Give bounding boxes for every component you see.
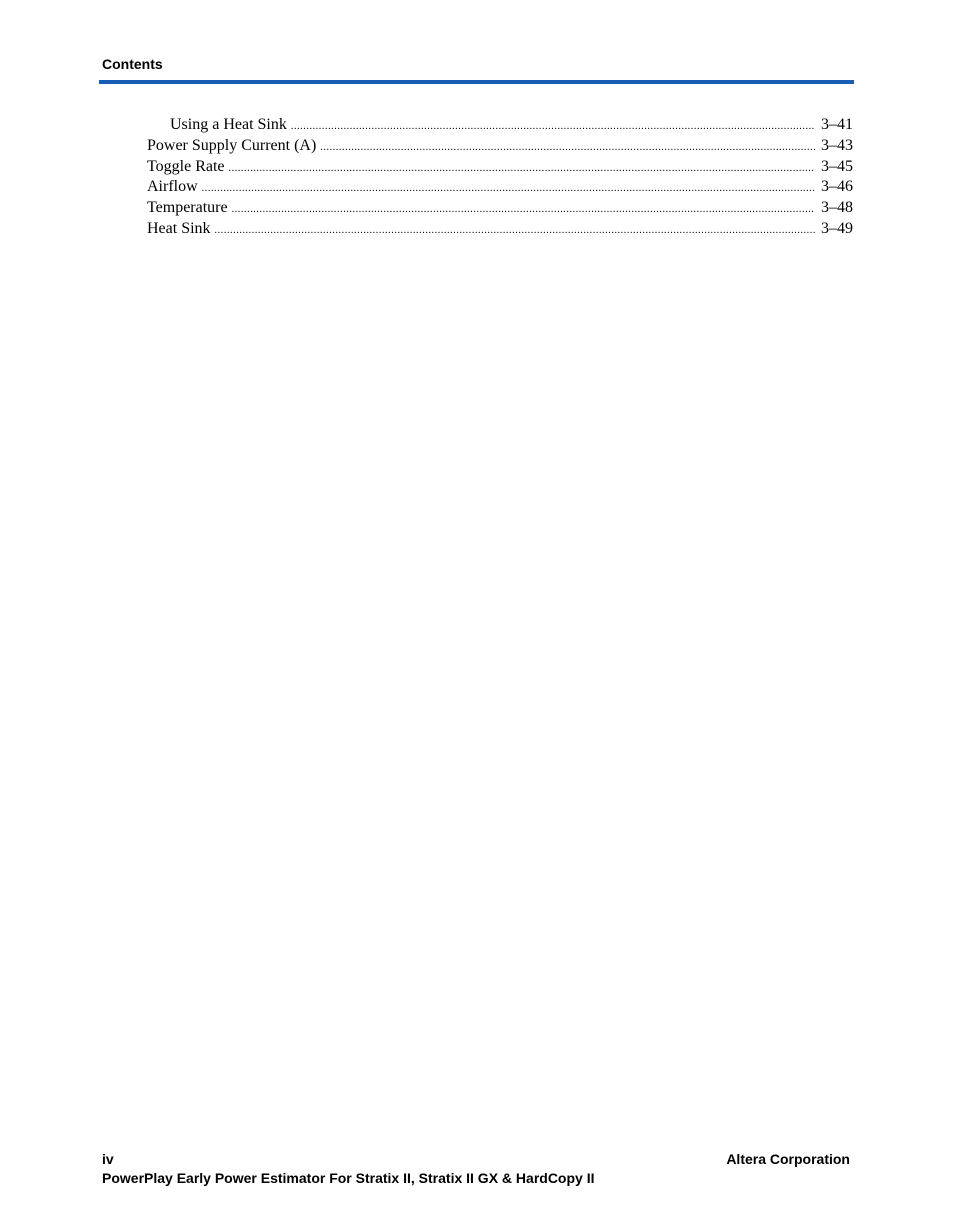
toc-entry-title: Using a Heat Sink	[170, 116, 287, 133]
toc-entry-title: Heat Sink	[147, 219, 211, 237]
toc-dot-leader	[215, 225, 815, 236]
toc-entry-title: Airflow	[147, 178, 198, 196]
toc-entry[interactable]	[147, 199, 853, 220]
toc-entry[interactable]	[147, 116, 853, 137]
toc-entry-page: 3–45	[821, 157, 853, 175]
toc-entry[interactable]	[147, 220, 853, 241]
toc-entry[interactable]	[147, 178, 853, 199]
toc-entry-page: 3–43	[821, 136, 853, 154]
toc-dot-leader	[229, 163, 815, 174]
toc-dot-leader	[291, 121, 815, 132]
table-of-contents	[147, 116, 853, 241]
toc-entry-page: 3–46	[821, 178, 853, 196]
toc-entry[interactable]	[147, 137, 853, 158]
footer-company: Altera Corporation	[726, 1151, 850, 1167]
footer-document-title: PowerPlay Early Power Estimator For Stratix II, Stratix II GX & HardCopy II	[102, 1170, 595, 1186]
toc-entry-title: Toggle Rate	[147, 157, 225, 175]
footer-page-number: iv	[102, 1151, 114, 1167]
toc-entry-title: Temperature	[147, 199, 228, 217]
toc-entry-page: 3–48	[821, 199, 853, 217]
toc-entry-title: Power Supply Current (A)	[147, 136, 317, 154]
toc-dot-leader	[202, 183, 815, 194]
running-header-section: Contents	[102, 56, 163, 72]
header-rule	[99, 80, 854, 84]
toc-entry-page: 3–49	[821, 219, 853, 237]
toc-dot-leader	[232, 204, 815, 215]
toc-entry[interactable]	[147, 158, 853, 179]
toc-dot-leader	[320, 142, 815, 153]
toc-entry-page: 3–41	[821, 116, 853, 133]
